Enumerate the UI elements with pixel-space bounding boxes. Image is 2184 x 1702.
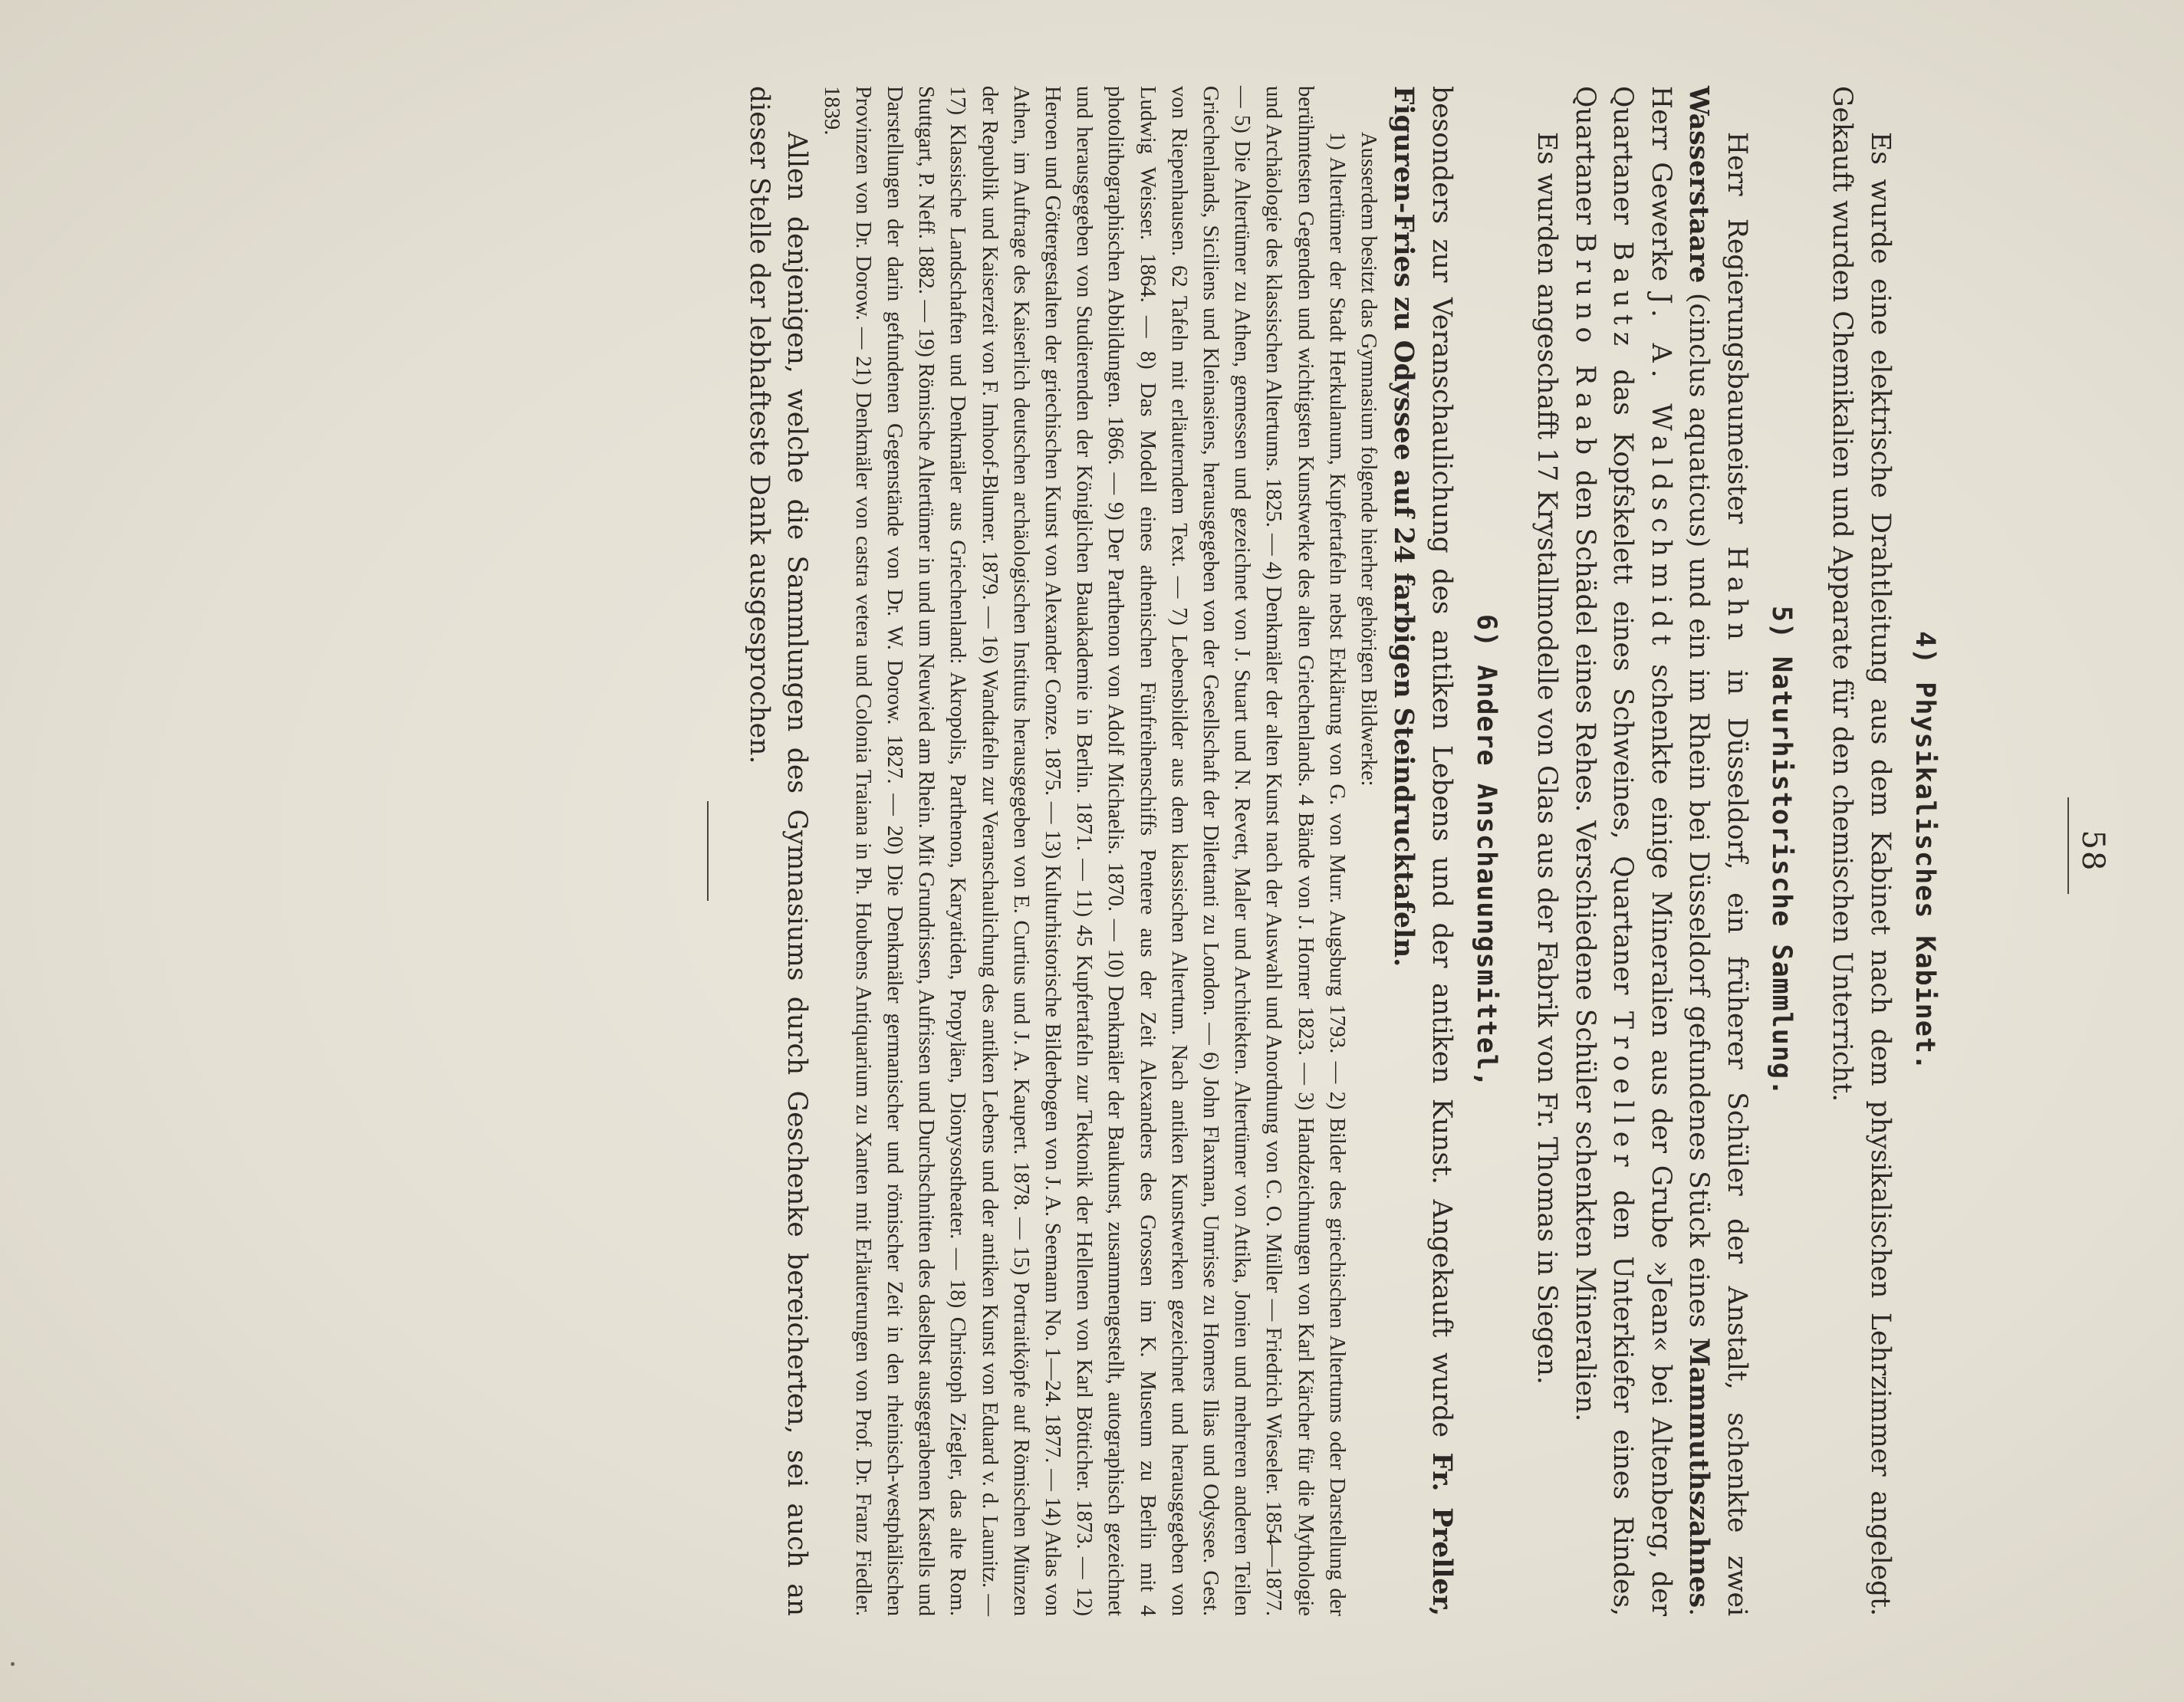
donor-name: Bautz — [1607, 241, 1639, 353]
page-number-rule — [2067, 797, 2069, 894]
text-column — [707, 86, 1940, 1616]
paragraph-anschauungsmittel: besonders zur Veranschaulichung des antiken Lebens und der antiken Kunst. Angekauft wurde Fr. Preller, Figuren-Fries zu Odyssee auf 24 farbigen Steindrucktafeln. — [1388, 86, 1457, 1617]
donor-name: Bruno Raab — [1570, 233, 1600, 462]
paragraph-dank: Allen denjenigen, welche die Sammlungen des Gymnasiums durch Geschenke bereicherten, sei auch an dieser Stelle der lebhafteste Dank ausgesprochen. — [743, 86, 813, 1616]
heading-physikalisches-kabinet: 4) Physikalisches Kabinet. — [1909, 631, 1940, 1071]
donor-name: Troeller — [1607, 1010, 1639, 1174]
end-rule — [707, 801, 709, 901]
paragraph-krystallmodelle: Es wurden angeschafft 17 Krystallmodelle von Glas aus der Fabrik von Fr. Thomas in Siegen. — [1531, 132, 1563, 1385]
page-number: 58 — [2075, 830, 2110, 872]
paragraph-bildwerke-list: 1) Altertümer der Stadt Herkulanum, Kupfertafeln nebst Erklärung von G. von Murr. Augsburg 1793. — 2) Bilder des griechischen Altertums oder Darstellung der berühmtesten Gegenden und wichtigsten Kunstwerke des alten Griechenlands. 4 Bände von J. Horner 1823. — 3) Handzeichnungen von Karl Kärcher für die Mythologie und Archäologie des klassischen Altertums. 1825. — 4) Denkmäler der alten Kunst nach der Auswahl und Anordnung von C. O. Müller — Friedrich Wieseler. 1854—1877. — 5) Die Altertümer zu Athen, gemessen und gezeichnet von J. Stuart und N. Revett, Maler und Architekten. Altertümer von Attika, Jonien und mehreren anderen Teilen Griechenlands, Siciliens und Kleinasiens, herausgegeben von der Gesellschaft der Dilettanti zu London. — 6) John Flaxman, Umrisse zu Homers Ilias und Odyssee. Gest. von Riepenhausen. 62 Tafeln mit erläuterndem Text. — 7) Lebensbilder aus dem klassischen Altertum. Nach antiken Kunstwerken gezeichnet und herausgegeben von Ludwig Weisser. 1864. — 8) Das Modell eines athenischen Fünfreihenschiffs Pentere aus der Zeit Alexanders des Grossen im K. Museum zu Berlin mit 4 photolithographischen Abbildungen. 1866. — 9) Der Parthenon von Adolf Michaelis. 1870. — 10) Denkmäler der Baukunst, zusammengestellt, autographisch gezeichnet und herausgegeben von Studierenden der Königlichen Bauakademie in Berlin. 1871. — 11) 45 Kupfertafeln zur Tektonik der Hellenen von Karl Bötticher. 1873. — 12) Heroen und Göttergestalten der griechischen Kunst von Alexander Conze. 1875. — 13) Kulturhistorische Bilderbogen von J. A. Seemann No. 1—24. 1877. — 14) Atlas von Athen, im Auftrage des Kaiserlich deutschen archäologischen Instituts herausgegeben von E. Curtius und J. A. Kaupert. 1878. — 15) Portraitköpfe auf Römischen Münzen der Republik und Kaiserzeit von F. Imhoof-Blumer. 1879. — 16) Wandtafeln zur Veranschaulichung des antiken Lebens und der antiken Kunst von Eduard v. d. Launitz. — 17) Klassische Landschaften und Denkmäler aus Griechenland: Akropolis, Parthenon, Karyatiden, Propyläen, Dionysostheater. — 18) Christoph Ziegler, das alte Rom. Stuttgart, P. Neff. 1882. — 19) Römische Altertümer in und um Neuwied am Rhein. Mit Grundrissen, Aufrissen und Durchschnitten des daselbst ausgegrabenen Kastells und Darstellungen der darin gefundenen Gegenstände von Dr. W. Dorow. 1827. — 20) Die Denkmäler germanischer und römischer Zeit in den rheinisch-westphälischen Provinzen von Dr. Dorow. — 21) Denkmäler von castra vetera und Colonia Traiana in Ph. Houbens Antiquarium zu Xanten mit Erläuterungen von Prof. Dr. Franz Fiedler. 1839. — [819, 86, 1349, 1616]
paragraph-kabinet: Es wurde eine elektrische Drahtleitung aus dem Kabinet nach dem physikalischen Lehrzimmer angelegt. Gekauft wurden Chemikalien und Apparate für den chemischen Unterricht. — [1827, 86, 1896, 1616]
heading-andere-anschauungsmittel: 6) Andere Anschauungsmittel, — [1471, 613, 1502, 1088]
paragraph-schenkungen: Herr Regierungsbaumeister Hahn in Düsseldorf, ein früherer Schüler der Anstalt, schenkte zwei Wasserstaare (cinclus aquaticus) und ein im Rhein bei Düsseldorf gefundenes Stück eines Mammuthszahnes. Herr Gewerke J. A. Waldschmidt schenkte einige Mineralien aus der Grube »Jean« bei Altenberg, der Quartaner Bautz das Kopfskelett eines Schweines, Quartaner Troeller den Unterkiefer eines Rindes, Quartaner Bruno Raab den Schädel eines Rehes. Verschiedene Schüler schenkten Mineralien. — [1570, 86, 1752, 1617]
donor-name: Hahn — [1722, 546, 1752, 647]
heading-naturhistorische-sammlung: 5) Naturhistorische Sammlung. — [1766, 605, 1797, 1097]
donor-name: J. A. Waldschmidt — [1646, 293, 1676, 652]
paragraph-bildwerke-intro: Ausserdem besitzt das Gymnasium folgende hierher gehörigen Bildwerke: — [1357, 132, 1380, 787]
